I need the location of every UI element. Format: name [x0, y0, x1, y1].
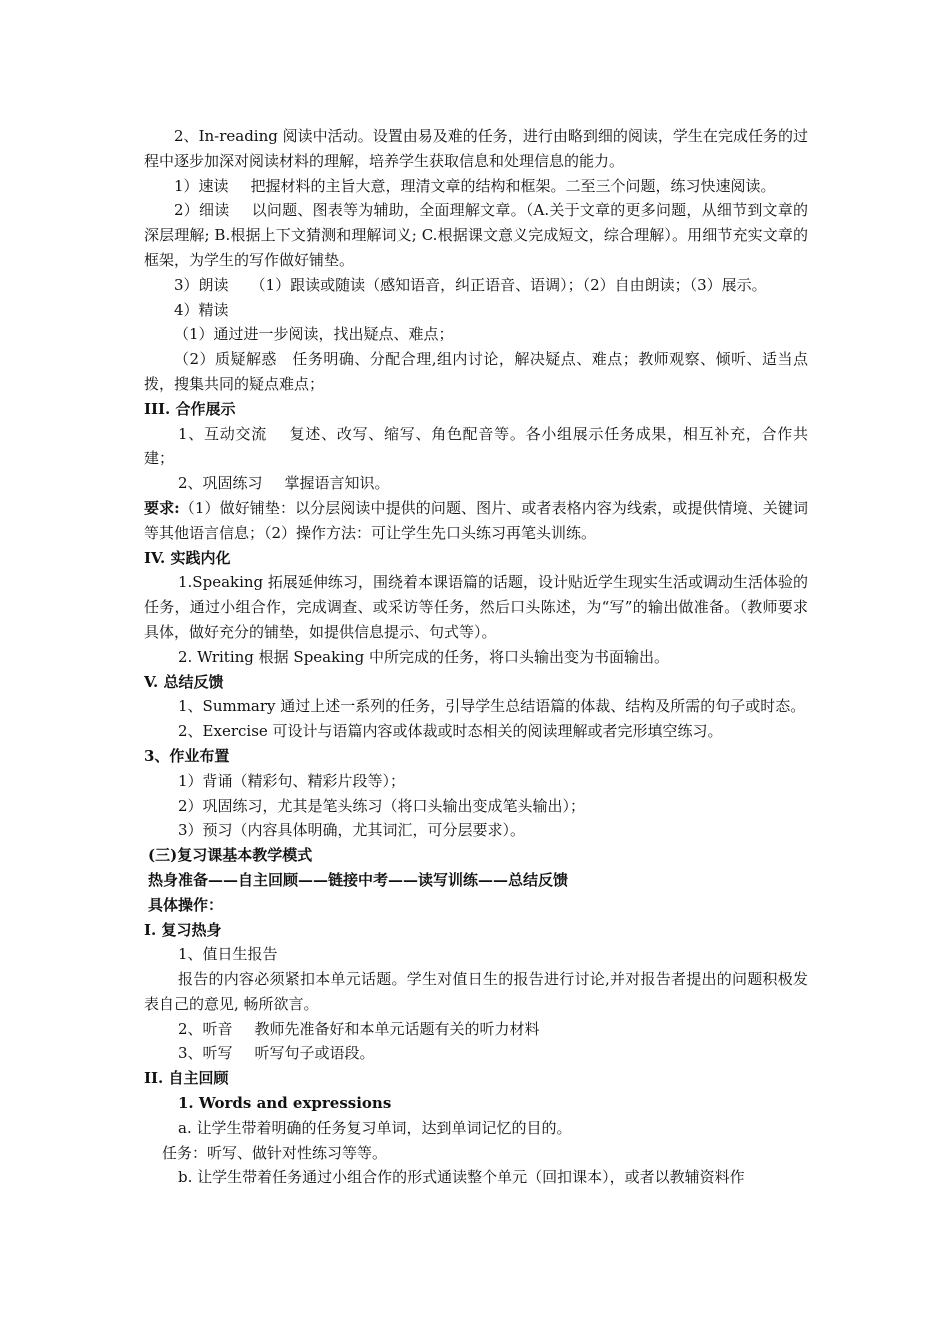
section-heading-iv: IV. 实践内化 — [144, 548, 231, 567]
requirements-label: 要求: — [144, 498, 180, 517]
item-consolidation — [144, 471, 808, 496]
item-b: b. 让学生带着任务通过小组合作的形式通读整个单元（回扣课本），或者以教辅资料作 — [178, 1168, 745, 1187]
subheading-words-expressions: 1. Words and expressions — [178, 1094, 392, 1113]
item-dictation — [144, 1041, 808, 1066]
paragraph-writing: 2. Writing 根据 Speaking 中所完成的任务，将口头输出变为书面输出。 — [178, 647, 670, 666]
homework-item-1: 1）背诵（精彩句、精彩片段等）； — [178, 771, 406, 790]
item-text: 以问题、图表等为辅助，全面理解文章。（A.关于文章的更多问题，从细节到文章的深层理解; B.根据上下文猜测和理解词义; C.根据课文意义完成短文，综合理解）。用细节充实文章的框架，为学生的写作做好铺垫。 — [144, 201, 809, 269]
homework-item-2: 2）巩固练习，尤其是笔头练习（将口头输出变成笔头输出）； — [178, 796, 586, 815]
section-heading-v: V. 总结反馈 — [144, 672, 224, 691]
paragraph-speaking: 1.Speaking 拓展延伸练习，围绕着本课语篇的话题，设计贴近学生现实生活或调动生活体验的任务，通过小组合作，完成调查、或采访等任务，然后口头陈述，为“写”的输出做准备。（教师要求具体，做好充分的铺垫，如提供信息提示、句式等）。 — [144, 573, 808, 641]
item-text: 听写句子或语段。 — [254, 1044, 375, 1063]
item-label: 3）朗读 — [174, 275, 229, 294]
item-skimming — [144, 174, 808, 199]
item-text: 教师先准备好和本单元话题有关的听力材料 — [254, 1019, 540, 1038]
item-text: 复述、改写、缩写、角色配音等。各小组展示任务成果，相互补充，合作共建； — [144, 424, 808, 468]
item-label: 3、听写 — [178, 1044, 233, 1063]
paragraph-in-reading: 2、In-reading 阅读中活动。设置由易及难的任务，进行由略到细的阅读，学生在完成任务的过程中逐步加深对阅读材料的理解，培养学生获取信息和处理信息的能力。 — [144, 127, 808, 170]
item-interaction — [144, 422, 808, 472]
item-label: 1、互动交流 — [178, 424, 267, 443]
section-heading-self-review: II. 自主回顾 — [144, 1069, 229, 1088]
item-reading-aloud — [144, 273, 808, 298]
section-heading-homework: 3、作业布置 — [144, 746, 230, 765]
item-label: 2、巩固练习 — [178, 474, 263, 493]
requirements-paragraph — [144, 496, 808, 546]
item-duty-report: 1、值日生报告 — [178, 945, 278, 964]
item-text: 掌握语言知识。 — [284, 474, 390, 493]
item-a: a. 让学生带着明确的任务复习单词，达到单词记忆的目的。 — [178, 1118, 572, 1137]
paragraph-summary: 1、Summary 通过上述一系列的任务，引导学生总结语篇的体裁、结构及所需的句子或时态。 — [178, 697, 806, 716]
section-heading-review-warmup: I. 复习热身 — [144, 920, 222, 939]
item-label: 2）细读 — [174, 201, 230, 220]
homework-item-3: 3）预习（内容具体明确，尤其词汇，可分层要求）。 — [178, 821, 526, 840]
item-question-solve: （2）质疑解惑 任务明确、分配合理,组内讨论，解决疑点、难点；教师观察、倾听、适当点拨，搜集共同的疑点难点； — [144, 350, 808, 393]
paragraph-duty-report: 报告的内容必须紧扣本单元话题。学生对值日生的报告进行讨论,并对报告者提出的问题积极发表自己的意见, 畅所欲言。 — [144, 970, 808, 1013]
item-find-difficulties: （1）通过进一步阅读，找出疑点、难点； — [174, 325, 454, 344]
item-text: （1）跟读或随读（感知语音，纠正语音、语调）；（2）自由朗读；（3）展示。 — [250, 275, 767, 294]
specific-operation-heading: 具体操作： — [148, 895, 224, 914]
document-page — [144, 124, 808, 1190]
item-intensive-reading: 4）精读 — [174, 300, 229, 319]
item-text: 把握材料的主旨大意，理清文章的结构和框架。二至三个问题，练习快速阅读。 — [250, 176, 776, 195]
item-scanning — [144, 198, 808, 272]
review-flow: 热身准备——自主回顾——链接中考——读写训练——总结反馈 — [148, 870, 569, 889]
paragraph-exercise: 2、Exercise 可设计与语篇内容或体裁或时态相关的阅读理解或者完形填空练习。 — [178, 722, 723, 741]
section-heading-iii: III. 合作展示 — [144, 399, 236, 418]
requirements-text: （1）做好铺垫：以分层阅读中提供的问题、图片、或者表格内容为线索，或提供情境、关键词等其他语言信息；（2）操作方法：可让学生先口头练习再笔头训练。 — [144, 498, 808, 542]
item-task: 任务：听写、做针对性练习等等。 — [162, 1143, 388, 1162]
section-heading-review-mode: (三)复习课基本教学模式 — [148, 846, 313, 865]
item-label: 2、听音 — [178, 1019, 233, 1038]
item-label: 1）速读 — [174, 176, 229, 195]
item-listening — [144, 1017, 808, 1042]
